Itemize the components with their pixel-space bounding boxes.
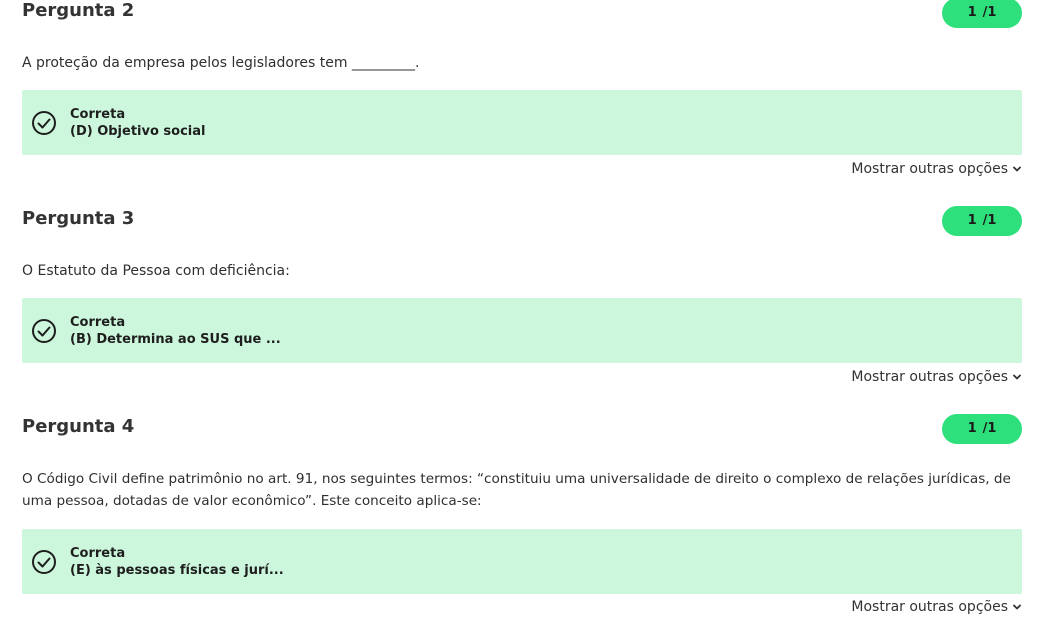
answer-status: Correta <box>70 546 126 561</box>
score-value: 1 <box>967 421 977 436</box>
score-total: /1 <box>982 5 997 20</box>
show-more-options-label: Mostrar outras opções <box>851 369 1008 385</box>
answer-box <box>22 529 1022 594</box>
score-value: 1 <box>967 5 977 20</box>
show-more-options-label: Mostrar outras opções <box>851 161 1008 177</box>
question-3 <box>22 206 1022 385</box>
answer-box <box>22 90 1022 155</box>
show-more-options-button[interactable] <box>851 367 1022 387</box>
answer-status: Correta <box>70 107 126 122</box>
chevron-down-icon <box>1012 602 1022 612</box>
check-circle-icon <box>31 318 57 344</box>
question-title: Pergunta 4 <box>22 416 135 437</box>
answer-option: (E) às pessoas físicas e jurí... <box>70 563 284 578</box>
question-text: O Código Civil define patrimônio no art. 91, nos seguintes termos: “constituiu uma universalidade de direito o complexo de relações jurídicas, de uma pessoa, dotadas de valor econômico”. Este conceito aplica-se: <box>22 471 1011 509</box>
answer-option: (B) Determina ao SUS que ... <box>70 332 281 347</box>
question-text: O Estatuto da Pessoa com deficiência: <box>22 263 290 279</box>
score-total: /1 <box>982 421 997 436</box>
score-badge <box>942 414 1022 444</box>
question-4 <box>22 414 1022 615</box>
score-total: /1 <box>982 213 997 228</box>
chevron-down-icon <box>1012 164 1022 174</box>
score-value: 1 <box>967 213 977 228</box>
answer-option: (D) Objetivo social <box>70 124 206 139</box>
question-header <box>22 0 1022 28</box>
score-badge <box>942 0 1022 28</box>
chevron-down-icon <box>1012 372 1022 382</box>
show-more-options-button[interactable] <box>851 597 1022 617</box>
check-circle-icon <box>31 549 57 575</box>
question-title: Pergunta 2 <box>22 0 135 21</box>
score-badge <box>942 206 1022 236</box>
check-circle-icon <box>31 110 57 136</box>
answer-status: Correta <box>70 315 126 330</box>
question-text: A proteção da empresa pelos legisladores tem _________. <box>22 55 420 71</box>
question-header <box>22 414 1022 444</box>
question-title: Pergunta 3 <box>22 208 135 229</box>
question-header <box>22 206 1022 236</box>
show-more-options-button[interactable] <box>851 159 1022 179</box>
answer-box <box>22 298 1022 363</box>
show-more-options-label: Mostrar outras opções <box>851 599 1008 615</box>
question-2 <box>22 0 1022 177</box>
